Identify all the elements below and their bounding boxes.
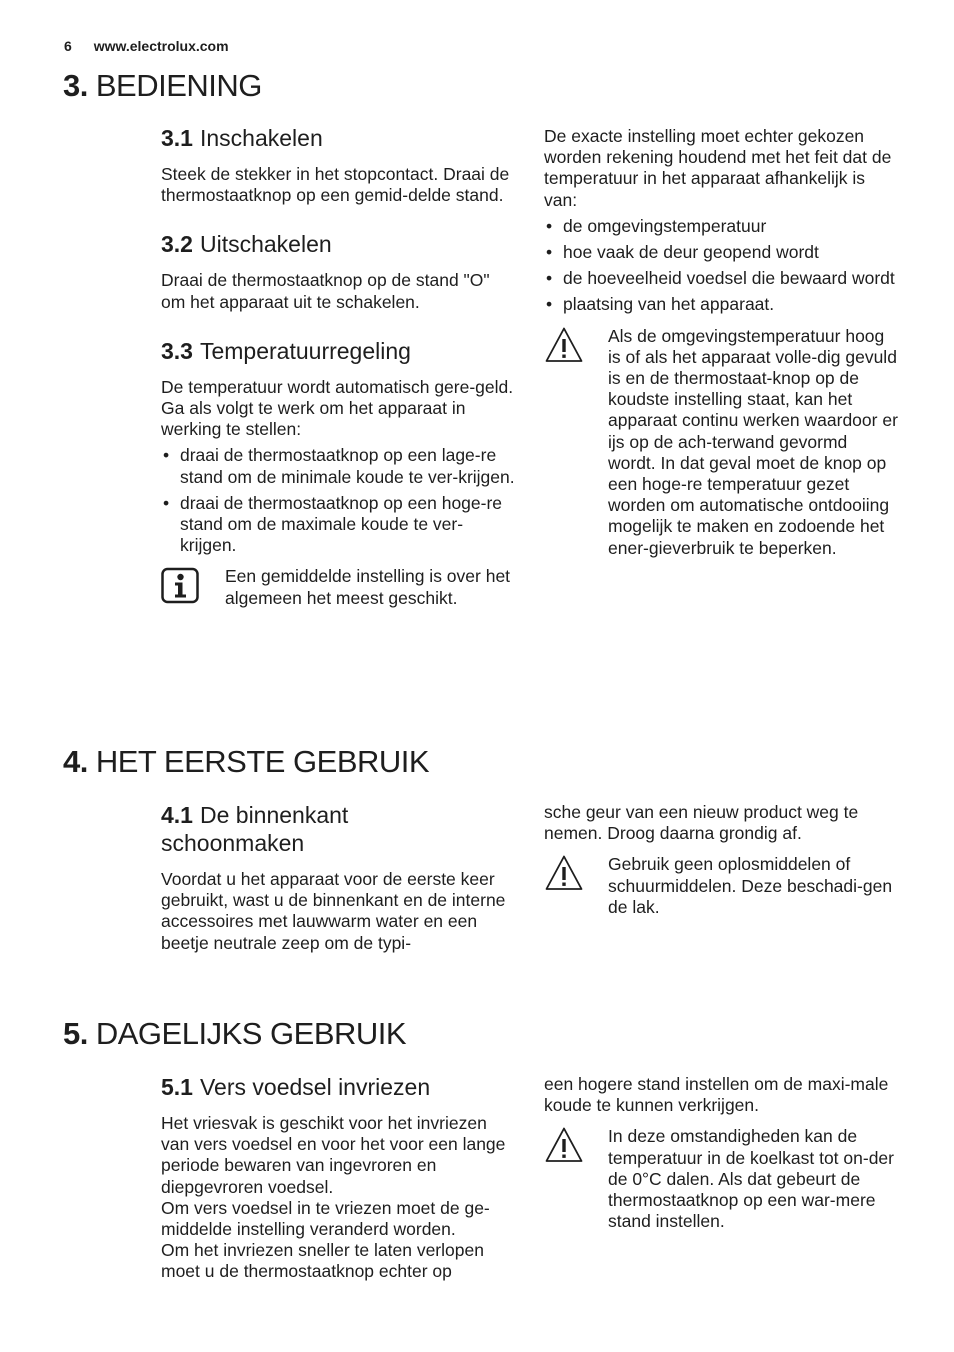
warning-note [544, 326, 899, 559]
info-text: Een gemiddelde instelling is over het algemeen het meest geschikt. [225, 566, 511, 608]
bullet-list [161, 445, 516, 556]
warning-note [544, 1126, 899, 1232]
section-text: De temperatuur wordt automatisch gere-geld. [161, 376, 514, 397]
bullet-list [544, 216, 899, 316]
info-note [161, 566, 516, 612]
section-number: 3.2 [161, 231, 193, 258]
section-text: Voordat u het apparaat voor de eerste keer gebruikt, wast u de binnenkant en de interne accessoires met lauwwarm water en een beetje neutrale zeep om de typi- [161, 869, 506, 953]
list-item: • plaatsing van het apparaat. [544, 294, 899, 315]
section-text: Het vriesvak is geschikt voor het invriezen van vers voedsel en voor het voor een lange periode bewaren van ingevroren en diepgevroren voedsel. [161, 1113, 506, 1197]
chapter-title: HET EERSTE GEBRUIK [95, 744, 430, 779]
chapter-3-left-column [161, 124, 516, 612]
list-item: • draai de thermostaatknop op een hoge-re stand om de maximale koude te ver-krijgen. [161, 493, 516, 557]
section-title: Inschakelen [199, 125, 323, 151]
section-text: een hogere stand instellen om de maxi-male koude te kunnen verkrijgen. [544, 1074, 889, 1116]
chapter-number: 5. [63, 1016, 88, 1051]
section-text: Steek de stekker in het stopcontact. Draai de thermostaatknop op een gemid-delde stand. [161, 164, 510, 206]
chapter-4-right-column [544, 802, 899, 918]
page-number: 6 [64, 38, 72, 54]
list-item: • hoe vaak de deur geopend wordt [544, 242, 899, 263]
chapter-number: 3. [63, 68, 88, 103]
section-title: Vers voedsel invriezen [199, 1074, 431, 1100]
section-text: Ga als volgt te werk om het apparaat in werking te stellen: [161, 398, 466, 440]
chapter-3-right-column [544, 126, 899, 559]
section-text: De exacte instelling moet echter gekozen worden rekening houdend met het feit dat de temperatuur in het apparaat afhankelijk is van: [544, 126, 892, 210]
chapter-3-heading [63, 68, 262, 104]
section-heading-3-1 [161, 124, 516, 152]
section-text: Om het invriezen sneller te laten verlopen moet u de thermostaatknop echter op [161, 1240, 484, 1282]
warning-text: Als de omgevingstemperatuur hoog is of als het apparaat volle-dig gevuld is en de thermostaat-knop op de koudste instelling staat, kan het apparaat continu werken waardoor er ijs op de ach-terwand gevormd wordt. In dat geval moet de knop op een hoge-re temperatuur gezet worden om automatische ontdooiing mogelijk te maken en zodoende het ener-gieverbruik te beperken. [608, 325, 898, 558]
list-item: • de hoeveelheid voedsel die bewaard wordt [544, 268, 899, 289]
section-title: Uitschakelen [199, 231, 332, 258]
chapter-title: BEDIENING [95, 68, 262, 103]
section-text: Om vers voedsel in te vriezen moet de ge-middelde instelling veranderd worden. [161, 1197, 490, 1240]
chapter-5-right-column [544, 1074, 899, 1232]
site-url: www.electrolux.com [93, 38, 229, 54]
list-item: • draai de thermostaatknop op een lage-re stand om de minimale koude te ver-krijgen. [161, 445, 516, 487]
section-title: Temperatuurregeling [199, 337, 411, 364]
section-heading-5-1 [161, 1073, 516, 1101]
warning-note [544, 854, 899, 918]
section-number: 3.3 [161, 337, 193, 364]
warning-icon [544, 326, 584, 364]
list-item: • de omgevingstemperatuur [544, 216, 899, 237]
warning-icon [544, 1126, 584, 1164]
info-icon [161, 566, 199, 604]
section-title: De binnenkant schoonmaken [161, 802, 349, 856]
section-text: Draai de thermostaatknop op de stand "O" om het apparaat uit te schakelen. [161, 270, 490, 312]
chapter-5-left-column [161, 1073, 516, 1283]
section-number: 3.1 [161, 125, 193, 151]
section-heading-4-1 [161, 801, 421, 857]
chapter-4-heading [63, 744, 429, 780]
chapter-number: 4. [63, 744, 88, 779]
chapter-4-left-column [161, 801, 516, 954]
page-header [64, 38, 229, 54]
section-heading-3-2 [161, 230, 516, 258]
section-heading-3-3 [161, 337, 516, 365]
warning-icon [544, 854, 584, 892]
section-number: 5.1 [161, 1074, 193, 1100]
chapter-5-heading [63, 1016, 406, 1052]
chapter-title: DAGELIJKS GEBRUIK [95, 1016, 407, 1051]
section-text: sche geur van een nieuw product weg te nemen. Droog daarna grondig af. [544, 802, 859, 844]
section-number: 4.1 [161, 802, 193, 828]
warning-text: In deze omstandigheden kan de temperatuur in de koelkast tot on-der de 0°C dalen. Als dat gebeurt de thermostaatknop op een war-mere stand instellen. [608, 1126, 894, 1232]
warning-text: Gebruik geen oplosmiddelen of schuurmiddelen. Deze beschadi-gen de lak. [608, 854, 893, 917]
